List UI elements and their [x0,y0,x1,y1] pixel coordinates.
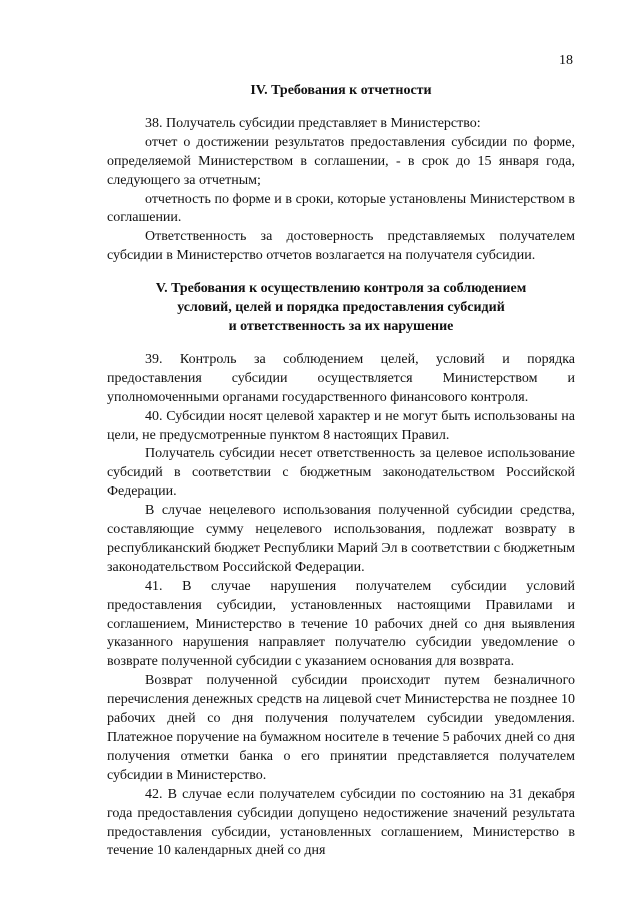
paragraph-misuse: В случае нецелевого использования полученной субсидии средства, составляющие сумму нецелевого использования, подлежат возврату в республиканский бюджет Республики Марий Эл в соответствии с бюджетным законодательством Российской Федерации. [107,503,575,575]
section-5-title-line: и ответственность за их нарушение [228,318,454,334]
section-4-body [107,115,575,266]
page-content [107,82,575,861]
paragraph-responsibility: Ответственность за достоверность представляемых получателем субсидии в Министерство отчетов возлагается на получателя субсидии. [107,229,575,264]
page-number: 18 [559,53,573,68]
section-5-title [107,280,575,337]
paragraph-38: 38. Получатель субсидии представляет в Министерство: [145,115,481,131]
section-5-body [107,351,575,861]
paragraph-39: 39. Контроль за соблюдением целей, условий и порядка предоставления субсидии осуществляется Министерством и уполномоченными органами государственного финансового контроля. [107,351,575,405]
section-5-title-line: условий, целей и порядка предоставления субсидий [177,300,505,316]
paragraph-41: 41. В случае нарушения получателем субсидии условий предоставления субсидии, установленных настоящими Правилами и соглашением, Министерство в течение 10 рабочих дней со дня выявления указанного нарушения направляет получателю субсидии уведомление о возврате полученной субсидии с указанием основания для возврата. [107,578,575,670]
section-4-title: IV. Требования к отчетности [250,83,432,98]
paragraph-42: 42. В случае если получателем субсидии по состоянию на 31 декабря года предоставления субсидии допущено недостижение значений результата предоставления субсидии, установленных соглашением, Министерство в течение 10 календарных дней со дня [107,786,575,859]
paragraph-refund: Возврат полученной субсидии происходит путем безналичного перечисления денежных средств на лицевой счет Министерства не позднее 10 рабочих дней со дня получения получателем субсидии уведомления. Платежное поручение на бумажном носителе в течение 5 рабочих дней со дня получения отметки банка о его принятии представляется получателем субсидии в Министерство. [107,673,575,783]
paragraph-recipient-liability: Получатель субсидии несет ответственность за целевое использование субсидий в соответствии с бюджетным законодательством Российской Федерации. [107,446,575,500]
paragraph-40: 40. Субсидии носят целевой характер и не могут быть использованы на цели, не предусмотренные пунктом 8 настоящих Правил. [107,408,575,443]
section-5-title-line: V. Требования к осуществлению контроля за соблюдением [155,281,527,297]
paragraph-report: отчет о достижении результатов предоставления субсидии по форме, определяемой Министерством в соглашении, - в срок до 15 января года, следующего за отчетным; [107,134,575,188]
paragraph-reporting: отчетность по форме и в сроки, которые установлены Министерством в соглашении. [107,191,575,226]
